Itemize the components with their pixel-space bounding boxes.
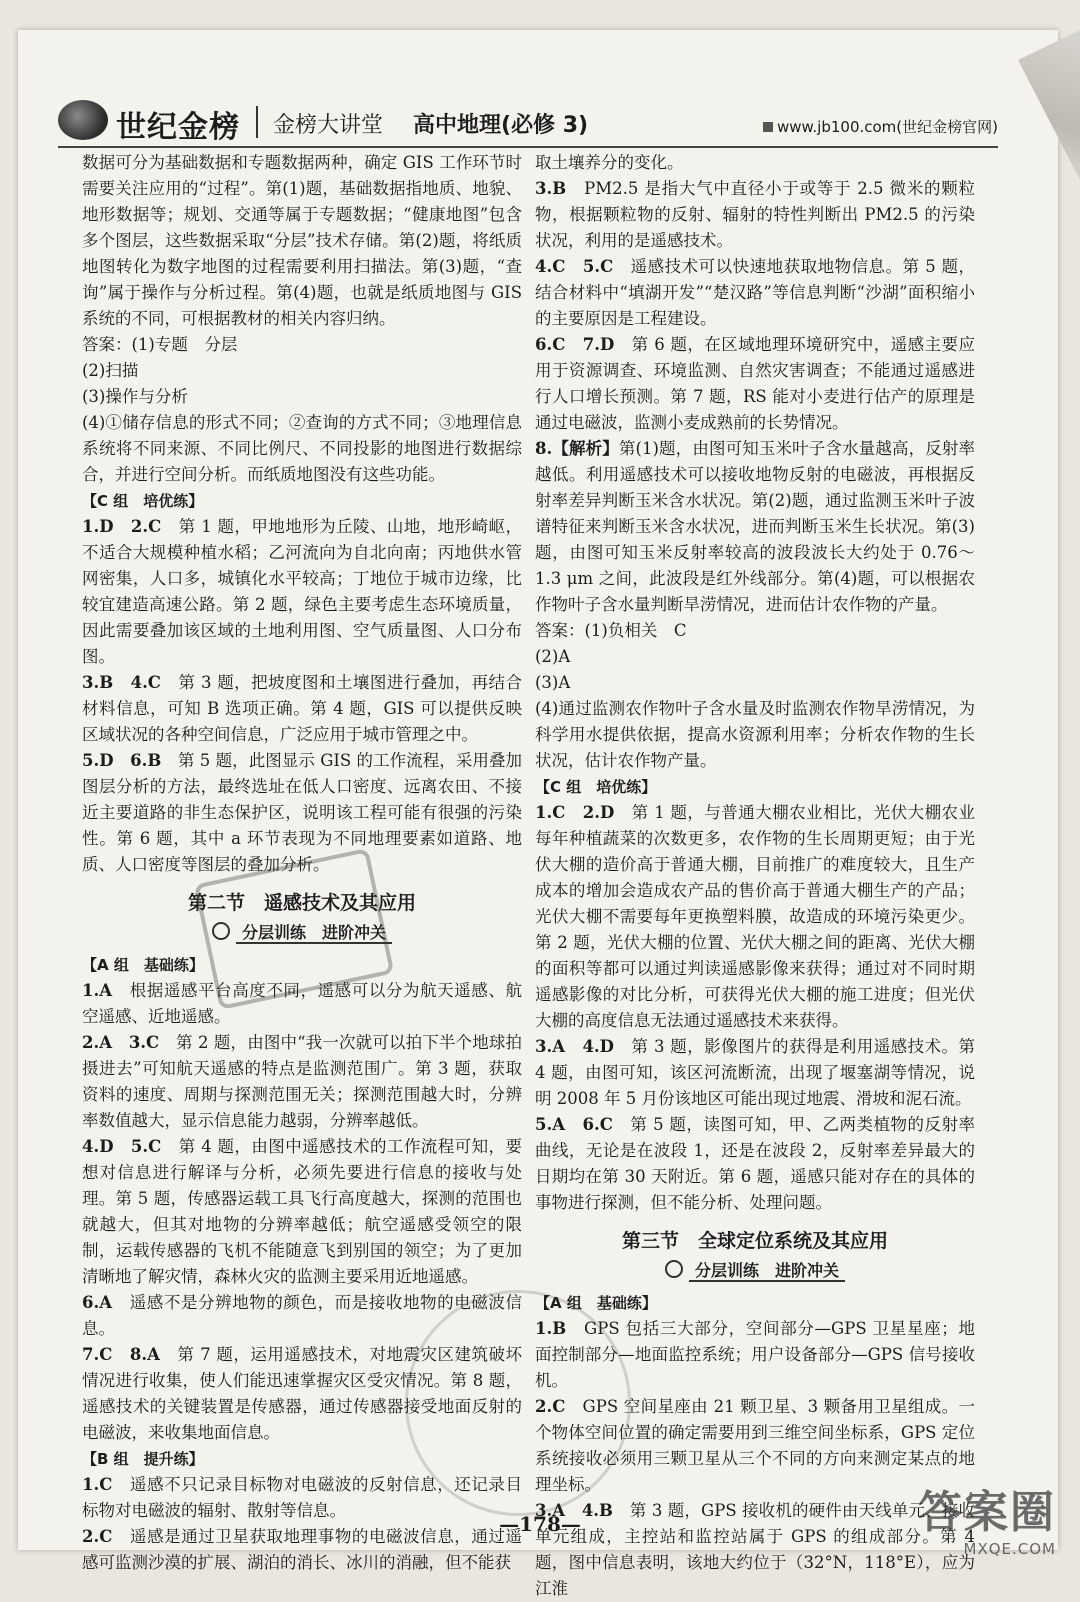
answer-line: (2)A — [535, 647, 571, 666]
answer-item: 3.A 4.D 第 3 题，影像图片的获得是利用遥感技术。第 4 题，由图可知，该区河流断流，出现了堰塞湖等情况，说明 2008 年 5 月份该地区可能出现过地震、滑坡和泥石流。 — [535, 1037, 975, 1108]
paragraph: 数据可分为基础数据和专题数据两种，确定 GIS 工作环节时需要关注应用的“过程”。第(1)题，基础数据指地质、地貌、地形数据等；规划、交通等属于专题数据；“健康地图”包含多个图层，这些数据采取“分层”技术存储。第(2)题，将纸质地图转化为数字地图的过程需要利用扫描法。第(3)题，“查询”属于操作与分析过程。第(4)题，也就是纸质地图与 GIS 系统的不同，可根据教材的相关内容归纳。 — [82, 153, 522, 328]
answer-line: 答案：(1)专题 分层 — [82, 335, 238, 354]
answer-item: 6.C 7.D 第 6 题，在区域地理环境研究中，遥感主要应用于资源调查、环境监测、自然灾害调查；不能通过遥感进行人口增长预测。第 7 题，RS 能对小麦进行估产的原理是通过电磁波，监测小麦成熟前的长势情况。 — [535, 335, 975, 432]
question-number: 6.A — [82, 1293, 113, 1312]
question-number: 5.D 6.B — [82, 751, 162, 770]
answer-item: 5.D 6.B 第 5 题，此图显示 GIS 的工作流程，采用叠加图层分析的方法，最终选址在低人口密度、远离农田、不接近主要道路的非生态保护区，说明该工程可能有很强的污染性。第 6 题，其中 a 环节表现为不同地理要素如道路、地质、人口密度等图层的叠加分析。 — [82, 751, 522, 874]
question-number: 2.C — [535, 1397, 566, 1416]
question-number: 2.C — [82, 1527, 113, 1546]
answer-line: (4)通过监测农作物叶子含水量及时监测农作物旱涝情况，为科学用水提供依据，提高水资源利用率；分析农作物的生长状况，估计农作物产量。 — [535, 699, 975, 770]
seal-watermark — [405, 1290, 631, 1516]
watermark-logo — [918, 1476, 1056, 1558]
group-heading: 【A 组 基础练】 — [535, 1294, 657, 1312]
question-number: 5.A 6.C — [535, 1115, 613, 1134]
question-number: 8.【解析】 — [535, 439, 619, 458]
answer-line: (3)A — [535, 673, 571, 692]
group-heading: 【B 组 提升练】 — [82, 1450, 204, 1468]
section-title: 第三节 全球定位系统及其应用 — [621, 1230, 888, 1252]
page-header — [58, 98, 998, 146]
answer-line: (3)操作与分析 — [82, 387, 188, 406]
question-number: 4.D 5.C — [82, 1137, 162, 1156]
question-number: 3.A 4.D — [535, 1037, 614, 1056]
question-number: 4.C 5.C — [535, 257, 614, 276]
question-number: 1.D 2.C — [82, 517, 162, 536]
answer-item: 3.B PM2.5 是指大气中直径小于或等于 2.5 微米的颗粒物，根据颗粒物的反射、辐射的特性判断出 PM2.5 的污染状况，利用的是遥感技术。 — [535, 179, 975, 250]
question-number: 1.B — [535, 1319, 567, 1338]
page-number: —178— — [499, 1512, 581, 1536]
question-number: 1.A — [82, 981, 113, 1000]
question-number: 3.A 4.B — [535, 1501, 613, 1520]
answer-line: (4)①储存信息的形式不同；②查询的方式不同；③地理信息系统将不同来源、不同比例尺、不同投影的地图进行数据综合，并进行空间分析。而纸质地图没有这些功能。 — [82, 413, 522, 484]
answer-item: 1.B GPS 包括三大部分，空间部分—GPS 卫星星座；地面控制部分—地面监控系统；用户设备部分—GPS 信号接收机。 — [535, 1319, 975, 1390]
square-icon — [763, 122, 773, 132]
answer-item: 2.C 遥感是通过卫星获取地理事物的电磁波信息，通过遥感可监测沙漠的扩展、湖泊的消长、冰川的消融，但不能获 — [82, 1527, 522, 1572]
practice-banner: 分层训练 进阶冲关 — [82, 920, 522, 946]
answer-item: 1.A 根据遥感平台高度不同，遥感可以分为航天遥感、航空遥感、近地遥感。 — [82, 981, 522, 1026]
answer-item: 3.B 4.C 第 3 题，把坡度图和土壤图进行叠加，再结合材料信息，可知 B 选项正确。第 4 题，GIS 可以提供反映区域状况的各种空间信息，广泛应用于城市管理之中。 — [82, 673, 522, 744]
header-separator — [256, 106, 258, 138]
question-number: 3.B — [535, 179, 567, 198]
answer-item: 3.A 4.B 第 3 题，GPS 接收机的硬件由天线单元、接收单元组成，主控站和监控站属于 GPS 的组成部分。第 4 题，图中信息表明，该地大约位于（32°N，118°E），应为江淮 — [535, 1501, 975, 1598]
answer-line: (2)扫描 — [82, 361, 139, 380]
answer-item: 2.A 3.C 第 2 题，由图中“我一次就可以拍下半个地球拍摄进去”可知航天遥感的特点是监测范围广。第 3 题，获取资料的速度、周期与探测范围无关；探测范围越大时，分辨率数值越大，显示信息能力越弱，分辨率越低。 — [82, 1033, 522, 1130]
answer-item: 4.C 5.C 遥感技术可以快速地获取地物信息。第 5 题，结合材料中“填湖开发”“楚汉路”等信息判断“沙湖”面积缩小的主要原因是工程建设。 — [535, 257, 975, 328]
answer-item: 7.C 8.A 第 7 题，运用遥感技术，对地震灾区建筑破坏情况进行收集，使人们能迅速掌握灾区受灾情况。第 8 题，遥感技术的关键装置是传感器，通过传感器接受地面反射的电磁波，来收集地面信息。 — [82, 1345, 522, 1442]
answer-item: 1.C 遥感不只记录目标物对电磁波的反射信息，还记录目标物对电磁波的辐射、散射等信息。 — [82, 1475, 522, 1520]
group-heading: 【C 组 培优练】 — [82, 492, 204, 510]
question-number: 6.C 7.D — [535, 335, 615, 354]
answer-item: 8.【解析】第(1)题，由图可知玉米叶子含水量越高，反射率越低。利用遥感技术可以接收地物反射的电磁波，再根据反射率差异判断玉米含水状况。第(2)题，通过监测玉米叶子波谱特征来判断玉米含水状况，进而判断玉米生长状况。第(3)题，由图可知玉米反射率较高的波段波长大约处于 0.76～1.3 μm 之间，此波段是红外线部分。第(4)题，可以根据农作物叶子含水量判断旱涝情况，进而估计农作物的产量。 — [535, 439, 975, 614]
site-link[interactable] — [763, 116, 998, 137]
question-number: 7.C 8.A — [82, 1345, 160, 1364]
paragraph: 取土壤养分的变化。 — [535, 153, 684, 172]
answer-item: 6.A 遥感不是分辨地物的颜色，而是接收地物的电磁波信息。 — [82, 1293, 522, 1338]
question-number: 1.C — [82, 1475, 113, 1494]
subject-title: 高中地理(必修 3) — [413, 113, 589, 138]
watermark-url: MXQE.COM — [963, 1540, 1056, 1558]
answer-item: 1.C 2.D 第 1 题，与普通大棚农业相比，光伏大棚农业每年种植蔬菜的次数更多，农作物的生长周期更短；由于光伏大棚的造价高于普通大棚，目前推广的难度较大，且生产成本的增加会造成农产品的售价高于普通大棚生产的产品；光伏大棚不需要每年更换塑料膜，故造成的环境污染更少。第 2 题，光伏大棚的位置、光伏大棚之间的距离、光伏大棚的面积等都可以通过判读遥感影像来获得；通过对不同时期遥感影像的对比分析，可获得光伏大棚的施工进度；但光伏大棚的高度信息无法通过遥感技术来获得。 — [535, 803, 975, 1030]
brand-logo-icon — [58, 100, 108, 140]
practice-banner: 分层训练 进阶冲关 — [535, 1258, 975, 1284]
answer-item: 1.D 2.C 第 1 题，甲地地形为丘陵、山地，地形崎岖，不适合大规模种植水稻；乙河流向为自北向南；丙地供水管网密集，人口多，城镇化水平较高；丁地位于城市边缘，比较宜建造高速公路。第 2 题，绿色主要考虑生态环境质量，因此需要叠加该区域的土地利用图、空气质量图、人口分布图。 — [82, 517, 522, 666]
answer-item: 5.A 6.C 第 5 题，读图可知，甲、乙两类植物的反射率曲线，无论是在波段 1，还是在波段 2，反射率差异最大的日期均在第 30 天附近。第 6 题，遥感只能对存在的具体的事物进行探测，但不能分析、处理问题。 — [535, 1115, 975, 1212]
target-icon — [665, 1260, 683, 1278]
site-url: www.jb100.com(世纪金榜官网) — [776, 118, 998, 136]
group-heading: 【A 组 基础练】 — [82, 956, 204, 974]
watermark-text: 答案圈 — [918, 1487, 1056, 1538]
answer-line: 答案：(1)负相关 C — [535, 621, 687, 640]
question-number: 3.B 4.C — [82, 673, 161, 692]
section-title: 第二节 遥感技术及其应用 — [187, 892, 416, 914]
group-heading: 【C 组 培优练】 — [535, 778, 657, 796]
answer-item: 2.C GPS 空间星座由 21 颗卫星、3 颗备用卫星组成。一个物体空间位置的确定需要用到三维空间坐标系，GPS 定位系统接收必须用三颗卫星从三个不同的方向来测定某点的地理坐标。 — [535, 1397, 975, 1494]
header-rule — [58, 146, 998, 148]
series-name: 金榜大讲堂 — [273, 113, 384, 138]
answer-item: 4.D 5.C 第 4 题，由图中遥感技术的工作流程可知，要想对信息进行解译与分析，必须先要进行信息的接收与处理。第 5 题，传感器运载工具飞行高度越大，探测的范围也就越大，但其对地物的分辨率越低；航空遥感受领空的限制，运载传感器的飞机不能随意飞到别国的领空；为了更加清晰地了解灾情，森林火灾的监测主要采用近地遥感。 — [82, 1137, 522, 1286]
question-number: 2.A 3.C — [82, 1033, 160, 1052]
question-number: 1.C 2.D — [535, 803, 615, 822]
brand-name: 世纪金榜 — [116, 110, 240, 145]
